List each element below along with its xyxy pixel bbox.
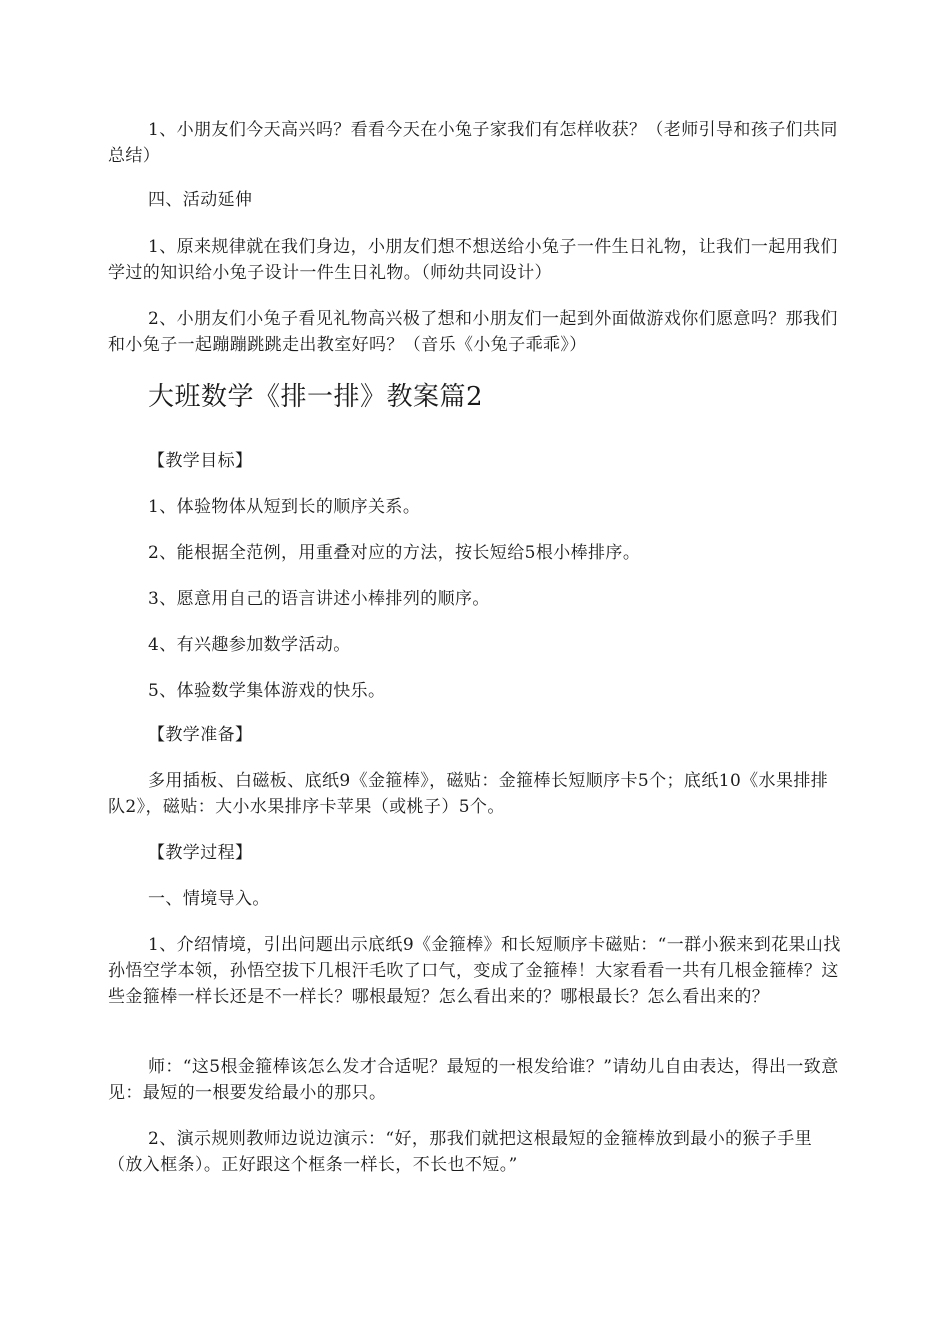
lesson-title: 大班数学《排一排》教案篇2 xyxy=(148,382,484,412)
section-label-preparation: 【教学准备】 xyxy=(148,725,253,745)
process-step-heading: 一、情境导入。 xyxy=(148,889,270,909)
paragraph-introduction: 1、介绍情境，引出问题出示底纸9《金箍棒》和长短顺序卡磁贴：“一群小猴来到花果山找孙悟空学本领，孙悟空拔下几根汗毛吹了口气，变成了金箍棒！大家看看一共有几根金箍棒？这些金箍棒一样长还是不一样长？哪根最短？怎么看出来的？哪根最长？怎么看出来的？ xyxy=(108,935,841,1007)
section-heading-extension: 四、活动延伸 xyxy=(148,190,253,210)
paragraph-preparation: 多用插板、白磁板、底纸9《金箍棒》，磁贴：金箍棒长短顺序卡5个；底纸10《水果排排队2》，磁贴：大小水果排序卡苹果（或桃子）5个。 xyxy=(108,771,829,817)
section-label-process: 【教学过程】 xyxy=(148,843,253,863)
section-label-goals: 【教学目标】 xyxy=(148,451,253,471)
paragraph-extension-1: 1、原来规律就在我们身边，小朋友们想不想送给小兔子一件生日礼物，让我们一起用我们学过的知识给小兔子设计一件生日礼物。（师幼共同设计） xyxy=(108,237,838,283)
goal-item: 1、体验物体从短到长的顺序关系。 xyxy=(148,497,421,517)
paragraph-teacher-question: 师：“这5根金箍棒该怎么发才合适呢？最短的一根发给谁？”请幼儿自由表达，得出一致意见：最短的一根要发给最小的那只。 xyxy=(108,1057,839,1103)
goal-item: 5、体验数学集体游戏的快乐。 xyxy=(148,681,386,701)
paragraph-extension-2: 2、小朋友们小兔子看见礼物高兴极了想和小朋友们一起到外面做游戏你们愿意吗？那我们和小兔子一起蹦蹦跳跳走出教室好吗？（音乐《小兔子乖乖》） xyxy=(108,309,838,355)
goal-item: 2、能根据全范例，用重叠对应的方法，按长短给5根小棒排序。 xyxy=(148,543,641,563)
goal-item: 3、愿意用自己的语言讲述小棒排列的顺序。 xyxy=(148,589,490,609)
goal-item: 4、有兴趣参加数学活动。 xyxy=(148,635,351,655)
paragraph-demonstration: 2、演示规则教师边说边演示：“好，那我们就把这根最短的金箍棒放到最小的猴子手里（放入框条）。正好跟这个框条一样长，不长也不短。” xyxy=(108,1129,813,1175)
paragraph-summary: 1、小朋友们今天高兴吗？看看今天在小兔子家我们有怎样收获？（老师引导和孩子们共同总结） xyxy=(108,120,838,166)
